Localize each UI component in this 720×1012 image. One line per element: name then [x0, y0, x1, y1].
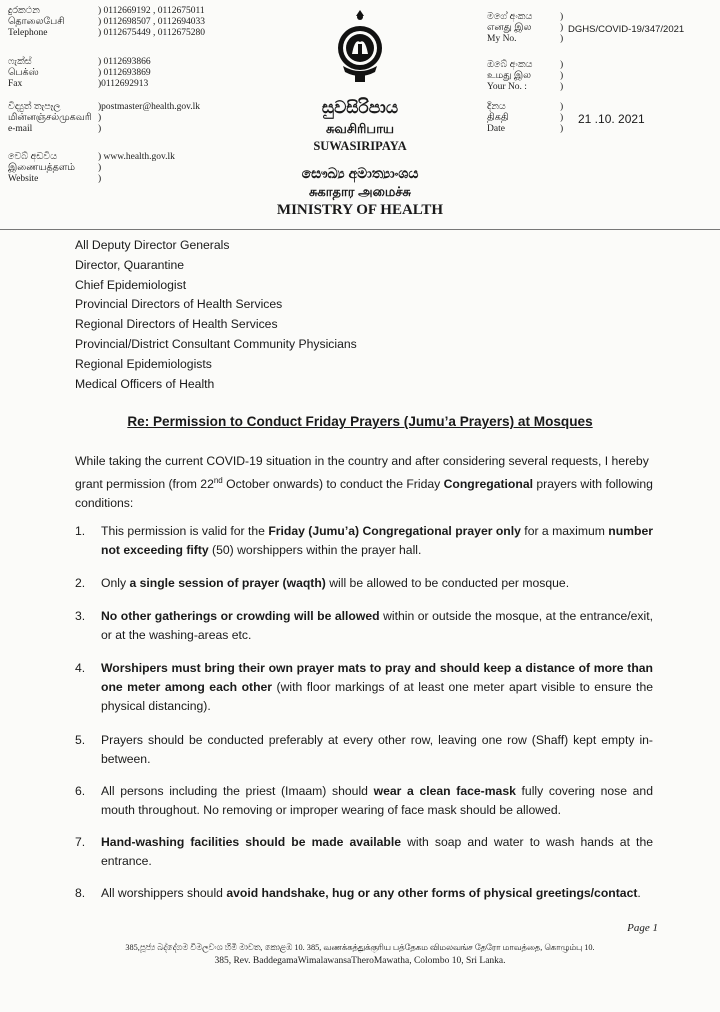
condition-text	[101, 659, 653, 716]
reference-label: Date	[487, 124, 505, 134]
contact-value: ) 0112698507 , 0112694033	[98, 17, 205, 27]
ministry-name-sinhala: සෞඛ්‍ය අමාත්‍යාංශය	[301, 165, 419, 181]
contact-value: ) 0112693869	[98, 68, 151, 78]
reference-value: DGHS/COVID-19/347/2021	[568, 24, 685, 35]
condition-text-part: wear a clean face-mask	[373, 784, 516, 798]
contact-value: ) 0112669192 , 0112675011	[98, 6, 205, 16]
condition-text	[101, 731, 653, 769]
recipient-item: Chief Epidemiologist	[75, 277, 187, 292]
condition-text-part: fully covering nose and mouth throughout. No removing or improper wearing of face mask should be allowed.	[101, 784, 653, 817]
reference-paren: )	[560, 60, 564, 70]
contact-value: )	[98, 113, 102, 123]
recipient-item: Provincial Directors of Health Services	[75, 297, 283, 312]
condition-text-part: All worshippers should	[101, 886, 227, 900]
condition-text-part: will be allowed to be conducted per mosque.	[325, 576, 570, 590]
condition-text	[101, 833, 653, 871]
contact-value: )0112692913	[98, 79, 149, 89]
condition-number: 6.	[75, 784, 86, 798]
condition-text-part: Worshipers must bring their own prayer mats to pray and should keep a distance of more than one meter among each other	[101, 661, 653, 694]
reference-paren: )	[560, 102, 564, 112]
contact-label: e-mail	[8, 124, 33, 134]
ministry-name-english: MINISTRY OF HEALTH	[276, 202, 444, 218]
condition-text-part: No other gatherings or crowding will be allowed	[101, 609, 380, 623]
footer-address-local: 385,පූජ්‍ය බද්දේගම විමලවංශ හිමි මාවත, කොළඹ 10. 385, வணக்கத்துக்குரிய பத்தேகம விமலவங்ச தேரோ மாவத்தை, கொழும்பு 10.	[125, 943, 595, 952]
reference-label: මගේ අංකය	[487, 12, 533, 22]
condition-text	[101, 782, 653, 820]
reference-paren: )	[560, 23, 564, 33]
condition-text-part: Hand-washing facilities should be made available	[101, 835, 402, 849]
contact-label: தொலைபேசி	[8, 17, 65, 27]
contact-label: Website	[8, 174, 39, 184]
contact-value: )	[98, 174, 102, 184]
reference-label: My No.	[487, 34, 517, 44]
reference-paren: )	[560, 12, 564, 22]
contact-label: දුරකථන	[8, 6, 40, 16]
condition-text-part: Only	[101, 576, 130, 590]
sri-lanka-emblem	[335, 8, 385, 86]
reference-label: உமது இல	[487, 71, 532, 81]
reference-label: Your No. :	[487, 82, 527, 92]
org-name-tamil: சுவசிரிபாய	[325, 121, 395, 136]
intro-paragraph: While taking the current COVID-19 situation in the country and after considering several requests, I hereby grant permission (from 22nd October onwards) to conduct the Friday Congregational prayers with following conditions:	[75, 454, 653, 511]
condition-number: 1.	[75, 524, 86, 538]
condition-text-part: with soap and water to wash hands at the entrance.	[101, 835, 653, 868]
condition-number: 8.	[75, 886, 86, 900]
reference-paren: )	[560, 34, 564, 44]
reference-paren: )	[560, 71, 564, 81]
contact-value: )postmaster@health.gov.lk	[98, 102, 201, 112]
contact-value: )	[98, 124, 102, 134]
contact-label: Telephone	[8, 28, 48, 38]
condition-text-part: This permission is valid for the	[101, 524, 269, 538]
condition-number: 7.	[75, 835, 86, 849]
recipient-item: Regional Epidemiologists	[75, 356, 212, 371]
contact-label: இணையத்தளம்	[8, 163, 76, 173]
contact-value: ) 0112693866	[98, 57, 151, 67]
org-name-english: SUWASIRIPAYA	[313, 139, 407, 153]
recipient-item: Regional Directors of Health Services	[75, 317, 278, 332]
reference-paren: )	[560, 82, 564, 92]
condition-number: 4.	[75, 661, 86, 675]
header-divider	[0, 229, 720, 230]
recipient-item: Medical Officers of Health	[75, 376, 215, 391]
recipient-item: Provincial/District Consultant Community Physicians	[75, 337, 357, 351]
condition-number: 3.	[75, 609, 86, 623]
condition-number: 2.	[75, 576, 86, 590]
condition-text-part: avoid handshake, hug or any other forms of physical greetings/contact	[226, 886, 638, 900]
letter-subject: Re: Permission to Conduct Friday Prayers (Jumu’a Prayers) at Mosques	[127, 414, 593, 429]
condition-text	[101, 522, 653, 560]
contact-label: Fax	[8, 79, 23, 89]
condition-text-part: (with floor markings of at least one meter apart visible to ensure the physical distancing).	[101, 680, 653, 713]
condition-number: 5.	[75, 733, 86, 747]
condition-text-part: All persons including the priest (Imaam) should	[101, 784, 374, 798]
contact-value: ) 0112675449 , 0112675280	[98, 28, 205, 38]
contact-label: විද්‍යුත් තැපෑල	[8, 102, 61, 112]
condition-text-part: .	[637, 886, 641, 900]
footer-address-english: 385, Rev. BaddegamaWimalawansaTheroMawatha, Colombo 10, Sri Lanka.	[214, 956, 506, 966]
condition-text-part: Friday (Jumu’a) Congregational prayer only	[268, 524, 521, 538]
reference-value: 21 .10. 2021	[578, 112, 645, 126]
org-name-sinhala: සුවසිරිපාය	[321, 98, 399, 117]
reference-label: දිනය	[487, 102, 506, 112]
recipient-item: All Deputy Director Generals	[75, 238, 230, 252]
condition-text-part: within or outside the mosque, at the entrance/exit, or at the washing-areas etc.	[101, 609, 653, 642]
reference-paren: )	[560, 113, 564, 123]
contact-value: )	[98, 163, 102, 173]
contact-label: பெக்ஸ்	[8, 68, 39, 78]
contact-value: ) www.health.gov.lk	[98, 152, 175, 162]
reference-label: திகதி	[487, 113, 509, 123]
condition-text-part: number not exceeding fifty	[101, 524, 653, 557]
condition-text-part: for a maximum	[520, 524, 609, 538]
ministry-name-tamil: சுகாதார அமைச்சு	[308, 184, 412, 199]
condition-text-part: (50) worshippers within the prayer hall.	[208, 543, 422, 557]
contact-label: மின்னஞ்சல்முகவரி	[8, 113, 92, 123]
recipient-item: Director, Quarantine	[75, 257, 185, 272]
page-number: Page 1	[627, 922, 658, 934]
condition-text	[101, 574, 653, 593]
contact-label: ෆැක්ස්	[8, 57, 32, 67]
contact-label: වෙබ් අඩවිය	[8, 152, 58, 162]
reference-label: ඔබේ අංකය	[487, 60, 533, 70]
condition-text-part: Prayers should be conducted preferably at every other row, leaving one row (Shaff) kept empty in-between.	[101, 733, 653, 766]
reference-label: எனது இல	[487, 23, 532, 33]
condition-text	[101, 607, 653, 645]
reference-paren: )	[560, 124, 564, 134]
condition-text-part: a single session of prayer (waqth)	[129, 576, 326, 590]
condition-text	[101, 884, 653, 903]
